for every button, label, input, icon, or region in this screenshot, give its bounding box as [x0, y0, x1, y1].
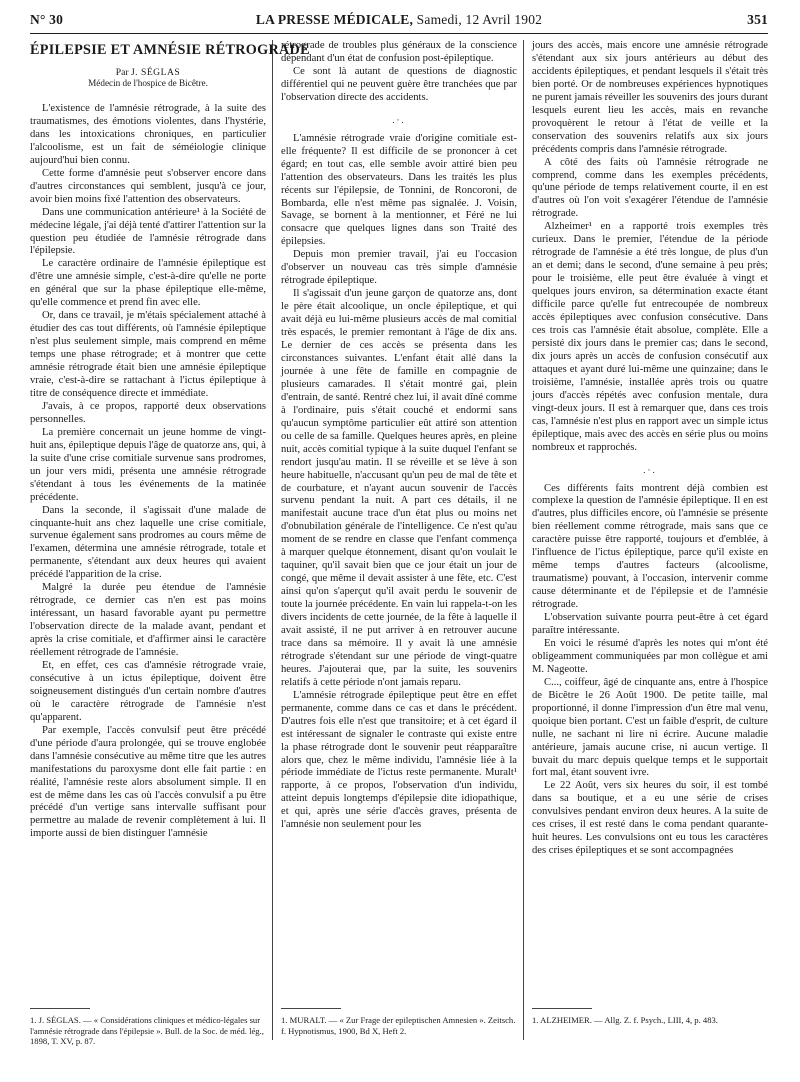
paragraph: Cette forme d'amnésie peut s'observer encore dans d'autres circonstances qui semblent, jusqu'à ce jour, avoir bien moins fixé l'attention des observateurs.	[30, 167, 266, 205]
paragraph: rétrograde de troubles plus généraux de la conscience dépendant d'un état de confusion post-épileptique.	[281, 40, 517, 64]
page-header	[30, 10, 768, 30]
paragraph: Le 22 Août, vers six heures du soir, il est tombé dans sa boutique, et a eu une série de crises convulsives pendant environ deux heures. A la suite de ces crises, il est resté dans le coma pendant quarante-huit heures. Les convulsions ont eu tous les caractères des crises épileptiques et se sont accompagnées	[532, 780, 768, 857]
paragraph: L'amnésie rétrograde vraie d'origine comitiale est-elle fréquente? Il est difficile de se prononcer à cet égard; en tout cas, elle semble avoir attiré bien peu l'attention des observateurs. Dans les traités les plus récents sur l'épilepsie, de Tonnini, de Roncoroni, de Bombarda, elle n'est même pas signalée. J. Voisin, Savage, se bornent à la mentionner, et Féré ne lui consacre que quelques lignes dans son Traité des épilepsies.	[281, 132, 517, 248]
author-affiliation: Médecin de l'hospice de Bicêtre.	[88, 78, 208, 88]
paragraph: En voici le résumé d'après les notes qui m'ont été obligeamment communiquées par mon collègue et ami M. Nageotte.	[532, 637, 768, 675]
paragraph: Par exemple, l'accès convulsif peut être précédé d'une période d'aura prolongée, qui se trouve englobée dans l'amnésie consécutive au même titre que les autres manifestations du paroxysme dont elle fait partie : en réalité, l'amnésie reste alors absolument simple. Il en est de même dans les cas où l'accès convulsif a pu être précédé d'un vertige sans intervalle suffisant pour permettre au malade de revenir complètement à lui. Il importe aussi de bien distinguer l'amnésie	[30, 724, 266, 840]
footnote-rule	[532, 1008, 592, 1009]
section-asterism: .·.	[643, 464, 657, 475]
paragraph: L'amnésie rétrograde épileptique peut être en effet permanente, comme dans ce cas et dans le précédent. D'autres fois elle n'est que transitoire; et à cet égard il est intéressant de signaler le contraste qui existe entre la phase rétrograde dont le souvenir peut réapparaître alors que, chez le même individu, l'amnésie liée à la période immédiate de l'ictus reste permanente. Muralt¹ rapporte, à ce propos, l'observation d'un individu, atteint depuis longtemps d'épilepsie dite idiopathique, et qui, après une série d'accès graves, présenta de l'amnésie non seulement pour les	[281, 689, 517, 831]
footnote-rule	[281, 1008, 341, 1009]
paragraph: Or, dans ce travail, je m'étais spécialement attaché à étudier des cas tout différents, où l'amnésie épileptique n'est plus seulement simple, mais comprend en même temps une phase rétrograde; et à montrer que cette amnésie rétrograde était bien une amnésie épileptique vraie, c'est-à-dire se rattachant à l'ictus épileptique à titre de conséquence directe et immédiate.	[30, 310, 266, 399]
journal-name: LA PRESSE MÉDICALE,	[255, 12, 414, 27]
paragraph: L'existence de l'amnésie rétrograde, à la suite des traumatismes, des émotions violentes, dans l'hystérie, dans les intoxications chroniques, en particulier l'alcoolisme, est un fait de séméiologie clinique aujourd'hui bien connu.	[30, 103, 266, 166]
journal-masthead	[30, 12, 768, 28]
paragraph: Le caractère ordinaire de l'amnésie épileptique est d'être une amnésie simple, c'est-à-dire qu'elle ne porte en général que sur la phase épileptique elle-même, qu'elle commence et prend fin avec elle.	[30, 258, 266, 309]
column-3	[532, 40, 768, 1040]
column-2	[281, 40, 517, 1040]
paragraph: La première concernait un jeune homme de vingt-huit ans, épileptique depuis l'âge de quatorze ans, qui, à la suite d'une crise comitiale survenue sans prodromes, un jour vers midi, présenta une amnésie rétrograde s'étendant à tous les événements de la matinée précédente.	[30, 426, 266, 503]
article-title: ÉPILEPSIE ET AMNÉSIE RÉTROGRADE	[30, 42, 310, 58]
page-number: 351	[747, 12, 768, 27]
paragraph: C..., coiffeur, âgé de cinquante ans, entre à l'hospice de Bicêtre le 26 Août 1900. De petite taille, mal proportionné, il donne l'impression d'un être mal venu, quoique bien portant. C'est un faible d'esprit, de culture nulle, ne sachant ni lire ni écrire. Aucune maladie antérieure, jamais aucune crise, ni aucun vertige. Il buvait du marc depuis quelque temps et le supportait fort mal, étant souvent ivre.	[532, 676, 768, 779]
paragraph: Et, en effet, ces cas d'amnésie rétrograde vraie, consécutive à un ictus épileptique, doivent être soigneusement distingués d'un certain nombre d'autres où le caractère rétrograde de l'amnésie n'est qu'apparent.	[30, 659, 266, 723]
byline	[30, 67, 266, 78]
column-1	[30, 40, 310, 1040]
issue-date: Samedi, 12 Avril 1902	[416, 12, 543, 27]
paragraph: Ce sont là autant de questions de diagnostic différentiel qui ne peuvent guère être tranchées que par l'observation directe des accidents.	[281, 65, 517, 103]
column-divider	[523, 40, 524, 1040]
issue-number: N° 30	[30, 12, 64, 27]
paragraph: Malgré la durée peu étendue de l'amnésie rétrograde, ce dernier cas n'en est pas moins intéressant, un hasard favorable ayant pu permettre l'observation directe de la malade avant, pendant et après la crise comitiale, et d'affirmer ainsi le caractère réellement rétrograde de l'amnésie.	[30, 582, 266, 659]
footnote-rule	[30, 1008, 90, 1009]
author-name: J. SÉGLAS	[130, 67, 181, 78]
paragraph: Depuis mon premier travail, j'ai eu l'occasion d'observer un nouveau cas très simple d'amnésie rétrograde épileptique.	[281, 249, 517, 287]
paragraph: jours des accès, mais encore une amnésie rétrograde s'étendant aux six jours antérieurs au début des accidents épileptiques, et pendant lesquels il s'était très bien porté. Or de nombreuses expériences hypnotiques ne purent jamais réveiller les souvenirs des jours durant lesquels eurent lieu les accès, mais en revanche provoquèrent le retour à l'état de veille et la conservation des souvenirs relatifs aux six jours précédents compris dans l'amnésie rétrograde.	[532, 40, 768, 155]
footnote: 1. MURALT. — « Zur Frage der epileptischen Amnesien ». Zeitsch. f. Hypnotismus, 1900, Bd X, Heft 2.	[281, 1015, 516, 1036]
paragraph: Alzheimer¹ en a rapporté trois exemples très curieux. Dans le premier, l'étendue de la période rétrograde de l'amnésie a été très longue, de plus d'un an et demi; dans le second, d'une semaine à peu près; pour le troisième, elle peut être évaluée à vingt et quelques jours environ, sa détermination exacte étant difficile parce qu'elle fut entrecoupée de nombreux accès épileptiques avec confusion consécutive. Dans ces trois cas l'amnésie était absolue, complète. Elle a persisté dix jours dans le premier cas; dans le second, dix jours après un accès de confusion consécutif aux attaques et ayant duré lui-même une quinzaine; dans le troisième, l'amnésie, installée après trois ou quatre jours d'accès répétés avec confusion mentale, dura vingt-deux jours. Il est à remarquer que, dans ces trois cas, l'amnésie n'est plus en rapport avec un simple ictus épileptique, mais avec des accès en série plus ou moins nombreux et rapprochés.	[532, 221, 768, 453]
column-divider	[272, 40, 273, 1040]
paragraph: Dans une communication antérieure¹ à la Société de médecine légale, j'ai déjà tenté d'attirer l'attention sur la question peu étudiée de l'amnésie rétrograde dans l'épilepsie.	[30, 206, 266, 257]
paragraph: Dans la seconde, il s'agissait d'une malade de cinquante-huit ans chez laquelle une crise comitiale, survenue également sans prodromes au cours même de l'examen, détermina une amnésie rétrograde, totale et permanente, s'étendant aux deux heures qui avaient précédé l'apparition de la crise.	[30, 504, 266, 581]
paragraph: J'avais, à ce propos, rapporté deux observations personnelles.	[30, 400, 266, 425]
section-asterism: .·.	[392, 114, 406, 125]
paragraph: L'observation suivante pourra peut-être à cet égard paraître intéressante.	[532, 612, 768, 636]
header-rule	[30, 33, 768, 34]
footnote: 1. J. SÉGLAS. — « Considérations cliniques et médico-légales sur l'amnésie rétrograde dans l'épilepsie ». Bull. de la Soc. de méd. lég., 1898, T. XV, p. 87.	[30, 1015, 264, 1046]
byline-prefix: Par	[115, 67, 129, 78]
paragraph: Ces différents faits montrent déjà combien est complexe la question de l'amnésie épileptique. Il en est d'autres, plus difficiles encore, où l'amnésie se présente bien réellement comme rétrograde, mais sans que ce caractère puisse être rapporté, toujours et d'emblée, à l'influence de l'ictus épileptique, parce qu'il existe en même temps d'autres facteurs (alcoolisme, traumatisme) pouvant, à l'occasion, intervenir comme cause déterminante et de l'épilepsie et de l'amnésie rétrograde.	[532, 482, 768, 611]
footnote: 1. ALZHEIMER. — Allg. Z. f. Psych., LIII, 4, p. 483.	[532, 1015, 718, 1025]
paragraph: Il s'agissait d'un jeune garçon de quatorze ans, dont le père était alcoolique, un oncle épileptique, et qui avait déjà eu lui-même plusieurs accès de mal comitial très espacés, le premier remontant à l'âge de dix ans. Le dernier de ces accès se présenta dans les circonstances suivantes. L'enfant était allé dans la journée à une fête de famille en compagnie de plusieurs camarades. Il s'était montré gai, plein d'entrain, de santé. Rentré chez lui, il avait dîné comme à l'ordinaire, puis s'était couché et endormi sans qu'aucun symptôme particulier eût attiré son attention ou celle de sa famille. Quelques heures après, en pleine nuit, accès comitial typique à la suite duquel l'enfant se rendort jusqu'au matin. Il se réveille et se lève à son heure habituelle, n'accusant qu'un peu de mal de tête et de courbature, et n'ayant aucun souvenir de l'accès survenu pendant la nuit. A part ces détails, il ne manifestait aucune trace d'un état plus ou moins net d'obnubilation générale de l'intelligence. Ce n'est qu'au moment de se rendre en classe que l'enfant commença à marquer quelque étonnement, disant qu'on voulait le taquiner, qu'il savait bien que ce jour était un jour de congé, que même il devait assister à une fête, etc. C'est ainsi qu'on s'aperçut qu'il avait perdu le souvenir de toute la journée précédente. En vain lui rappela-t-on les divers incidents de cette journée, de la fête à laquelle il avait assisté, il ne put arriver à en retrouver aucune trace dans sa mémoire. Il y avait là une amnésie rétrograde s'étendant sur une période de vingt-quatre heures. J'ajouterai que, par la suite, les souvenirs relatifs à cette période n'ont jamais reparu.	[281, 288, 517, 688]
paragraph: A côté des faits où l'amnésie rétrograde ne comprend, comme dans les exemples précédents, qu'une période de temps relativement courte, il en est d'autres où l'on voit s'exagérer l'étendue de l'amnésie rétrograde.	[532, 156, 768, 220]
